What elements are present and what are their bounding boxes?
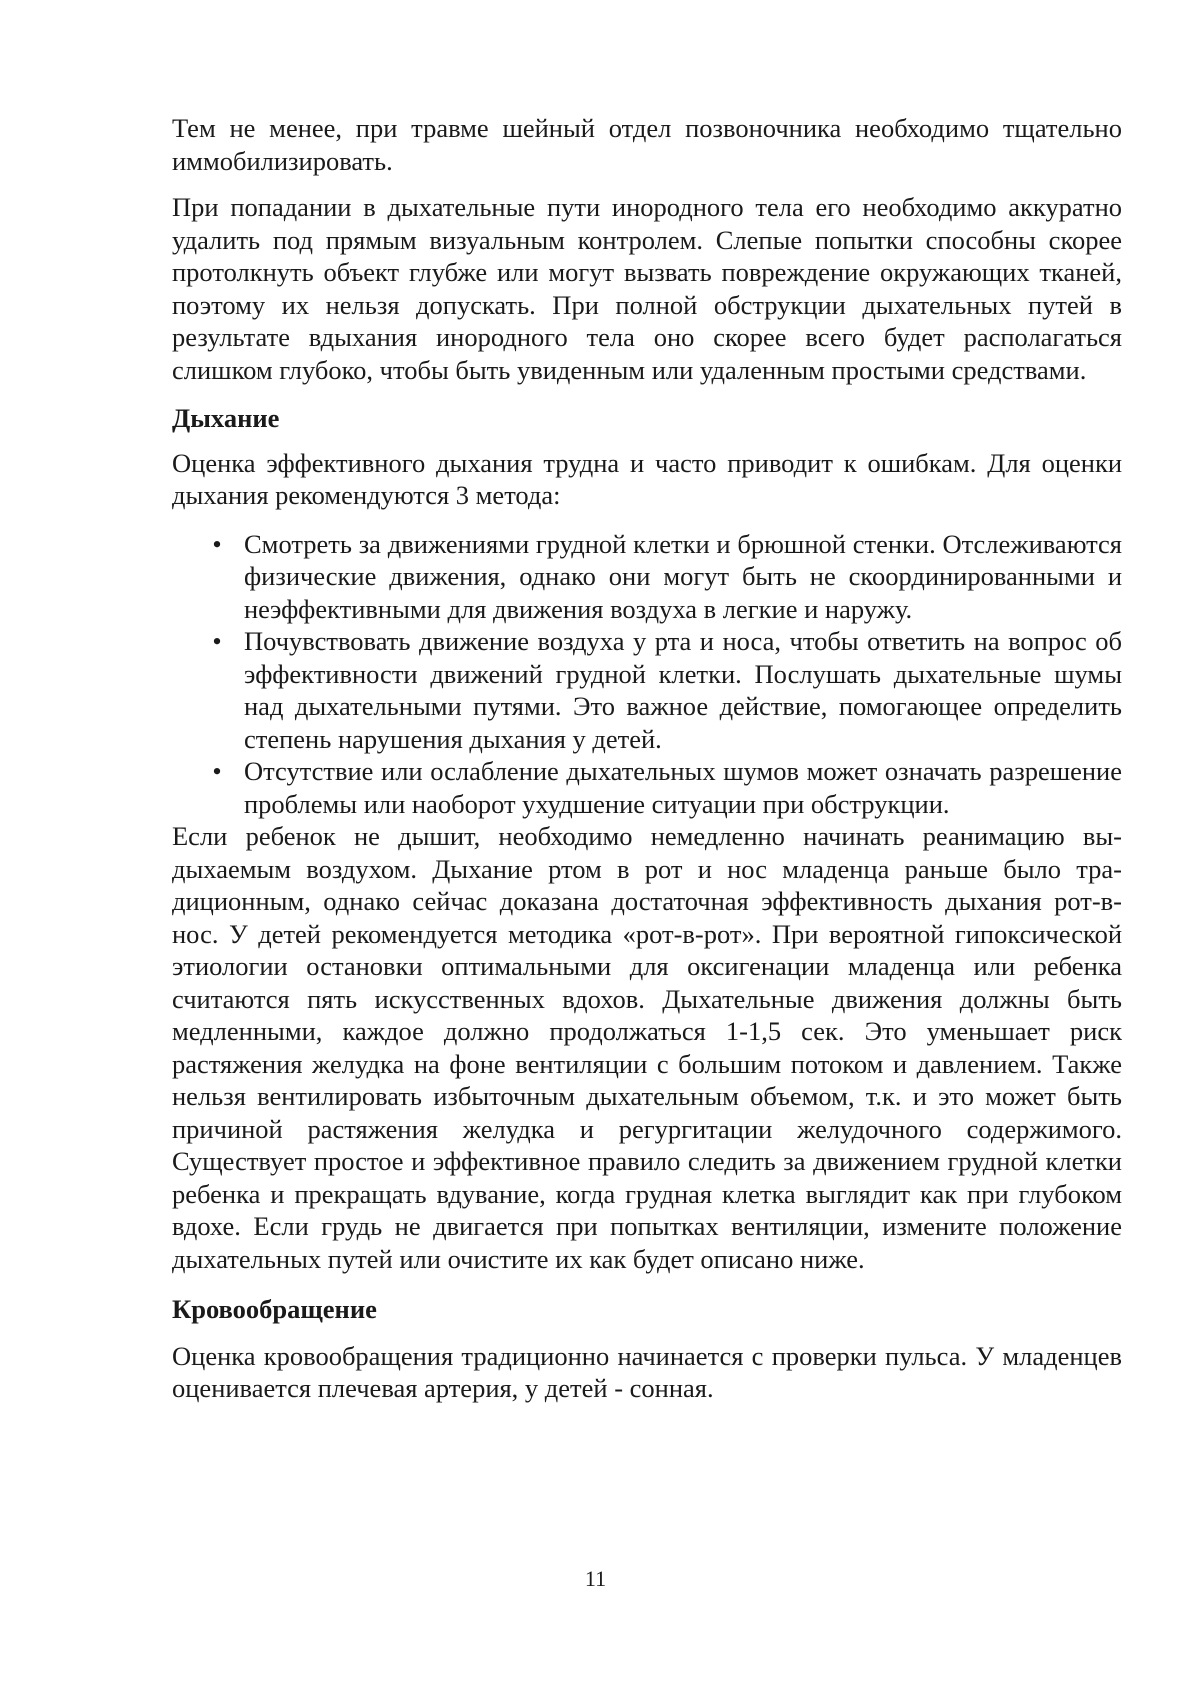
paragraph-circulation-body: Оценка кровообращения традиционно начинается с проверки пульса. У младенцев оценивается плечевая артерия, у детей - сонная.	[172, 1340, 1122, 1403]
list-item	[172, 625, 1122, 755]
list-item-text: Почувствовать движение воздуха у рта и носа, чтобы ответить на вопрос об эффективности движений грудной клетки. Послушать дыхательные шумы над дыхательными путями. Это важное действие, помогающее определить степень нарушения дыхания у детей.	[244, 626, 1122, 754]
list-item	[172, 755, 1122, 820]
bullet-icon: •	[212, 528, 222, 559]
heading-circulation: Кровообращение	[172, 1294, 377, 1324]
paragraph-spine-immobilization: Тем не менее, при травме шейный отдел позвоночника необходимо тщательно иммобилизировать.	[172, 113, 1122, 176]
bullet-icon: •	[212, 756, 222, 786]
bullet-icon: •	[212, 626, 222, 656]
list-item-text: Отсутствие или ослабление дыхательных шумов может означать разрешение проблемы или наоборот ухудшение ситуации при обструкции.	[244, 756, 1122, 819]
heading-breathing: Дыхание	[172, 403, 280, 433]
page-content	[172, 112, 1122, 1405]
paragraph-breathing-intro: Оценка эффективного дыхания трудна и часто приводит к ошибкам. Для оценки дыхания рекомендуются 3 метода:	[172, 447, 1122, 510]
paragraph-breathing-body: Если ребенок не дышит, необходимо немедленно начинать реанимацию выдыхаемым воздухом. Дыхание ртом в рот и нос младенца раньше было традиционным, однако сейчас доказана достаточная эффективность дыхания рот-в-нос. У детей рекомендуется методика «рот-в-рот». При вероятной гипоксической этиологии остановки оптимальными для оксигенации младенца или ребенка считаются пять искусственных вдохов. Дыхательные движения должны быть медленными, каждое должно продолжаться 1-1,5 сек. Это уменьшает риск растяжения желудка на фоне вентиляции с большим потоком и давлением. Также нельзя вентилировать избыточным дыхательным объемом, т.к. и это может быть причиной растяжения желудка и регургитации желудочного содержимого. Существует простое и эффективное правило следить за движением грудной клетки ребенка и прекращать вдувание, когда грудная клетка выглядит как при глубоком вдохе. Если грудь не двигается при попытках вентиляции, измените положение дыхательных путей или очистите их как будет описано ниже.	[172, 821, 1122, 1274]
paragraph-foreign-body: При попадании в дыхательные пути инородного тела его необходимо аккуратно удалить под прямым визуальным контролем. Слепые попытки способны скорее протолкнуть объект глубже или могут вызвать повреждение окружающих тканей, поэтому их нельзя допускать. При полной обструкции дыхательных путей в результате вдыхания инородного тела оно скорее всего будет располагаться слишком глубоко, чтобы быть увиденным или удаленным простыми средствами.	[172, 192, 1122, 385]
list-item	[172, 528, 1122, 626]
breathing-methods-list	[172, 528, 1122, 821]
page-number: 11	[584, 1566, 607, 1591]
list-item-text: Смотреть за движениями грудной клетки и брюшной стенки. Отслеживаются физические движения, однако они могут быть не скоординированными и неэффективными для движения воздуха в легкие и наружу.	[244, 528, 1122, 624]
